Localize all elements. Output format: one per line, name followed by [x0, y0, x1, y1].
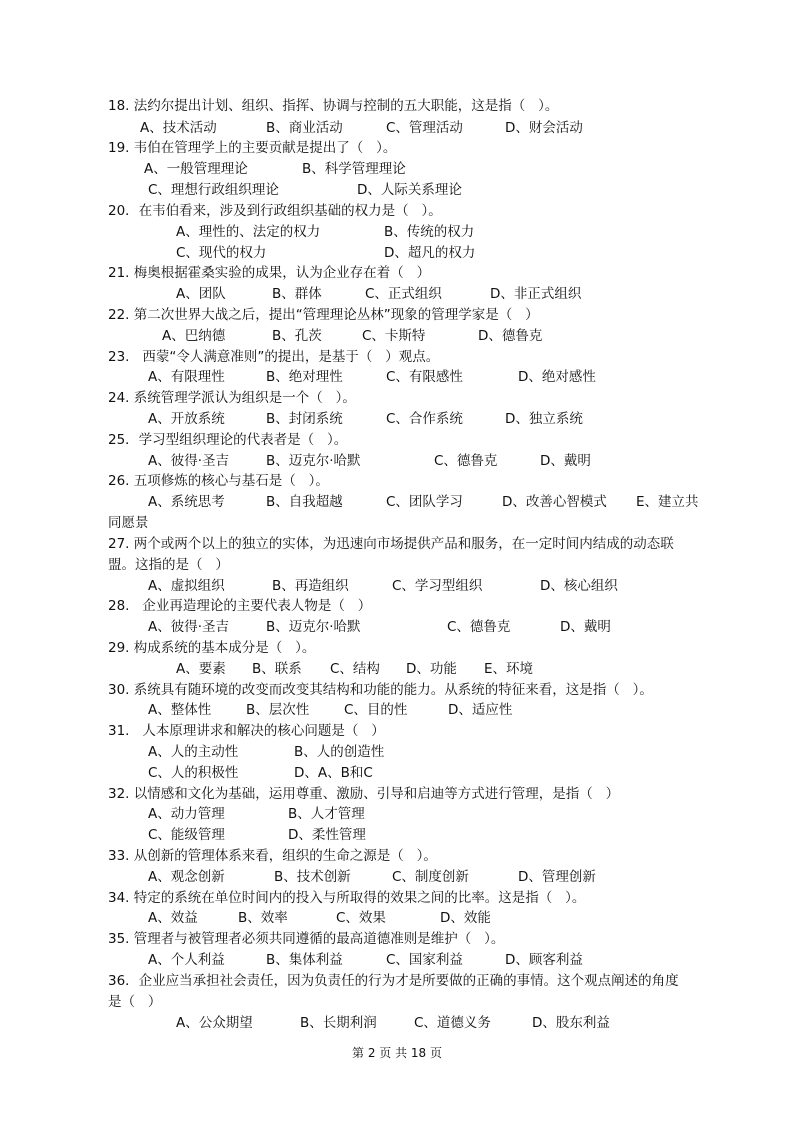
option: B、人的创造性 [294, 744, 385, 760]
option: D、戴明 [540, 453, 591, 469]
option: D、核心组织 [540, 578, 618, 594]
option: B、迈克尔·哈默 [266, 453, 361, 469]
question-30: 30. 系统具有随环境的改变而改变其结构和功能的能力。从系统的特征来看，这是指（ ）。 [108, 682, 653, 698]
option: D、非正式组织 [490, 286, 582, 302]
option: A、虚拟组织 [148, 578, 225, 594]
question-27: 27. 两个或两个以上的独立的实体，为迅速向市场提供产品和服务，在一定时间内结成的动态联 [108, 536, 674, 552]
question-31: 31. 人本原理讲求和解决的核心问题是（ ） [108, 723, 385, 739]
question-26: 26. 五项修炼的核心与基石是（ ）。 [108, 473, 329, 489]
question-27-continuation: 盟。这指的是（ ） [108, 557, 229, 573]
option: C、人的积极性 [148, 765, 239, 781]
question-35: 35. 管理者与被管理者必须共同遵循的最高道德准则是维护（ ）。 [108, 931, 505, 947]
option: A、观念创新 [148, 869, 225, 885]
option: D、绝对感性 [518, 369, 596, 385]
question-28: 28. 企业再造理论的主要代表人物是（ ） [108, 598, 372, 614]
option: D、财会活动 [505, 120, 583, 136]
option: D、适应性 [448, 702, 513, 718]
option: D、人际关系理论 [357, 182, 462, 198]
option: D、效能 [440, 910, 491, 926]
option: C、理想行政组织理论 [148, 182, 279, 198]
option: D、功能 [406, 661, 457, 677]
option: B、技术创新 [274, 869, 351, 885]
option: C、有限感性 [386, 369, 463, 385]
option: D、管理创新 [518, 869, 596, 885]
option: A、一般管理理论 [144, 161, 248, 177]
option: C、制度创新 [392, 869, 469, 885]
option: C、合作系统 [386, 411, 463, 427]
question-23: 23. 西蒙“令人满意准则”的提出，是基于（ ）观点。 [108, 349, 440, 365]
option: A、团队 [176, 286, 226, 302]
question-19: 19. 韦伯在管理学上的主要贡献是提出了（ ）。 [108, 140, 397, 156]
option: C、正式组织 [365, 286, 442, 302]
option: D、股东利益 [532, 1015, 610, 1031]
question-32: 32. 以情感和文化为基础，运用尊重、激励、引导和启迪等方式进行管理，是指（ ） [108, 786, 620, 802]
option: A、动力管理 [148, 806, 225, 822]
option: A、开放系统 [148, 411, 225, 427]
option: B、自我超越 [266, 494, 343, 510]
option: A、彼得·圣吉 [148, 619, 230, 635]
question-26-continuation: 同愿景 [108, 515, 149, 531]
option: C、学习型组织 [392, 578, 483, 594]
option: A、要素 [176, 661, 226, 677]
option: B、迈克尔·哈默 [266, 619, 361, 635]
question-21: 21. 梅奥根据霍桑实验的成果，认为企业存在着（ ） [108, 265, 431, 281]
question-29: 29. 构成系统的基本成分是（ ）。 [108, 640, 316, 656]
option: A、个人利益 [148, 952, 225, 968]
option: A、系统思考 [148, 494, 225, 510]
option: D、戴明 [560, 619, 611, 635]
option: A、公众期望 [176, 1015, 253, 1031]
option: C、道德义务 [414, 1015, 491, 1031]
option: B、层次性 [246, 702, 310, 718]
question-33: 33. 从创新的管理体系来看，组织的生命之源是（ ）。 [108, 848, 437, 864]
option: C、国家利益 [386, 952, 463, 968]
page-number-footer: 第 2 页 共 18 页 [352, 1046, 442, 1060]
question-24: 24. 系统管理学派认为组织是一个（ ）。 [108, 390, 356, 406]
option: E、建立共 [636, 494, 699, 510]
option: D、柔性管理 [288, 827, 366, 843]
option: B、科学管理理论 [302, 161, 406, 177]
option: B、孔茨 [272, 328, 322, 344]
option: B、群体 [272, 286, 322, 302]
option: C、德鲁克 [434, 453, 498, 469]
question-36-continuation: 是（ ） [108, 994, 162, 1010]
option: A、有限理性 [148, 369, 225, 385]
option: C、能级管理 [148, 827, 225, 843]
option: C、德鲁克 [447, 619, 511, 635]
option: C、结构 [330, 661, 380, 677]
option: C、现代的权力 [176, 245, 267, 261]
option: B、传统的权力 [384, 224, 475, 240]
option: A、整体性 [148, 702, 212, 718]
option: B、集体利益 [266, 952, 343, 968]
option: D、改善心智模式 [502, 494, 607, 510]
option: C、管理活动 [386, 120, 463, 136]
question-22: 22. 第二次世界大战之后，提出“管理理论丛林”现象的管理学家是（ ） [108, 307, 539, 323]
option: B、绝对理性 [266, 369, 343, 385]
question-18: 18. 法约尔提出计划、组织、指挥、协调与控制的五大职能，这是指（ ）。 [108, 98, 559, 114]
option: A、效益 [148, 910, 198, 926]
option: E、环境 [484, 661, 534, 677]
question-36: 36．企业应当承担社会责任，因为负责任的行为才是所要做的正确的事情。这个观点阐述的角度 [108, 973, 679, 989]
option: D、独立系统 [505, 411, 583, 427]
option: A、人的主动性 [148, 744, 239, 760]
option: D、超凡的权力 [384, 245, 476, 261]
option: B、封闭系统 [266, 411, 343, 427]
option: C、团队学习 [386, 494, 463, 510]
option: A、技术活动 [140, 120, 217, 136]
option: A、彼得·圣吉 [148, 453, 230, 469]
option: D、德鲁克 [478, 328, 543, 344]
option: A、巴纳德 [162, 328, 226, 344]
option: D、顾客利益 [505, 952, 583, 968]
question-34: 34. 特定的系统在单位时间内的投入与所取得的效果之间的比率。这是指（ ）。 [108, 890, 586, 906]
option: B、长期利润 [300, 1015, 377, 1031]
option: D、A、B和C [294, 765, 373, 781]
option: C、效果 [336, 910, 386, 926]
question-20: 20．在韦伯看来，涉及到行政组织基础的权力是（ ）。 [108, 203, 442, 219]
option: A、理性的、法定的权力 [176, 224, 321, 240]
option: B、商业活动 [266, 120, 343, 136]
option: C、目的性 [344, 702, 408, 718]
option: B、效率 [238, 910, 288, 926]
question-25: 25．学习型组织理论的代表者是（ ）。 [108, 432, 348, 448]
option: B、再造组织 [272, 578, 349, 594]
option: C、卡斯特 [362, 328, 426, 344]
option: B、人才管理 [288, 806, 365, 822]
option: B、联系 [252, 661, 302, 677]
